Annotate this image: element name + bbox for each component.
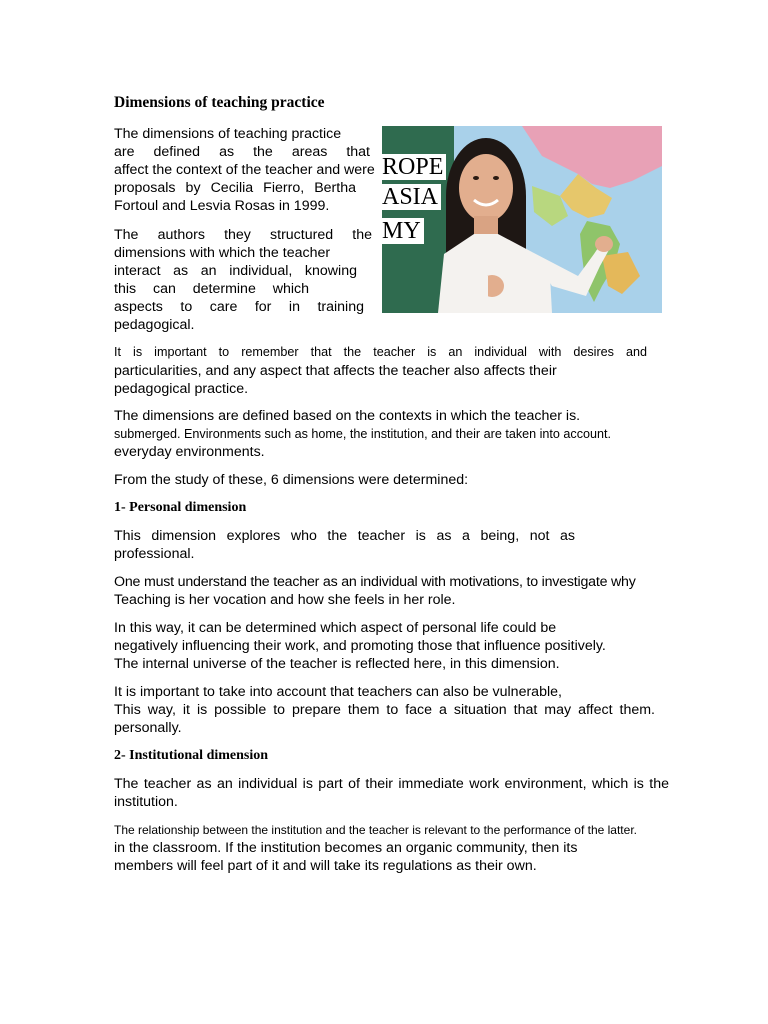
body-line: pedagogical practice. xyxy=(114,381,249,397)
intro-line: are defined as the areas that xyxy=(114,144,370,160)
body-line: institution. xyxy=(114,794,178,810)
body-line: in the classroom. If the institution becomes an organic community, then its xyxy=(114,840,578,856)
body-line: The dimensions are defined based on the contexts in which the teacher is. xyxy=(114,408,581,424)
body-line: It is important to remember that the teacher is an individual with desires and xyxy=(114,345,647,359)
intro-line: proposals by Cecilia Fierro, Bertha xyxy=(114,180,356,196)
body-line: It is important to take into account that teachers can also be vulnerable, xyxy=(114,684,562,700)
authors-line: dimensions with which the teacher xyxy=(114,245,331,261)
body-line: This way, it is possible to prepare them to face a situation that may affect them. xyxy=(114,702,655,718)
body-line: submerged. Environments such as home, the institution, and their are taken into account. xyxy=(114,427,612,441)
intro-line: Fortoul and Lesvia Rosas in 1999. xyxy=(114,198,330,214)
body-line: This dimension explores who the teacher is as a being, not as xyxy=(114,528,575,544)
body-line: One must understand the teacher as an individual with motivations, to investigate why xyxy=(114,574,636,590)
map-label: ROPE xyxy=(382,154,446,180)
body-line: The relationship between the institution and the teacher is relevant to the performance of the latter. xyxy=(114,823,637,837)
body-line: The internal universe of the teacher is reflected here, in this dimension. xyxy=(114,656,560,672)
body-line: particularities, and any aspect that affects the teacher also affects their xyxy=(114,363,557,379)
authors-line: interact as an individual, knowing xyxy=(114,263,357,279)
body-line: members will feel part of it and will take its regulations as their own. xyxy=(114,858,537,874)
page-title: Dimensions of teaching practice xyxy=(114,94,325,111)
body-line: The teacher as an individual is part of their immediate work environment, which is the xyxy=(114,776,669,792)
body-line: In this way, it can be determined which aspect of personal life could be xyxy=(114,620,557,636)
section-heading-personal: 1- Personal dimension xyxy=(114,500,247,515)
intro-line: affect the context of the teacher and were xyxy=(114,162,375,178)
authors-line: this can determine which xyxy=(114,281,309,297)
body-line: negatively influencing their work, and promoting those that influence positively. xyxy=(114,638,606,654)
map-label: ASIA xyxy=(382,184,441,210)
intro-line: The dimensions of teaching practice xyxy=(114,126,342,142)
body-line: Teaching is her vocation and how she feels in her role. xyxy=(114,592,456,608)
section-heading-institutional: 2- Institutional dimension xyxy=(114,748,269,763)
authors-line: pedagogical. xyxy=(114,317,195,333)
body-line: professional. xyxy=(114,546,195,562)
map-label: MY xyxy=(382,218,424,244)
authors-line: aspects to care for in training xyxy=(114,299,364,315)
authors-line: The authors they structured the xyxy=(114,227,372,243)
body-line: personally. xyxy=(114,720,182,736)
body-line: everyday environments. xyxy=(114,444,265,460)
body-line: From the study of these, 6 dimensions were determined: xyxy=(114,472,469,488)
